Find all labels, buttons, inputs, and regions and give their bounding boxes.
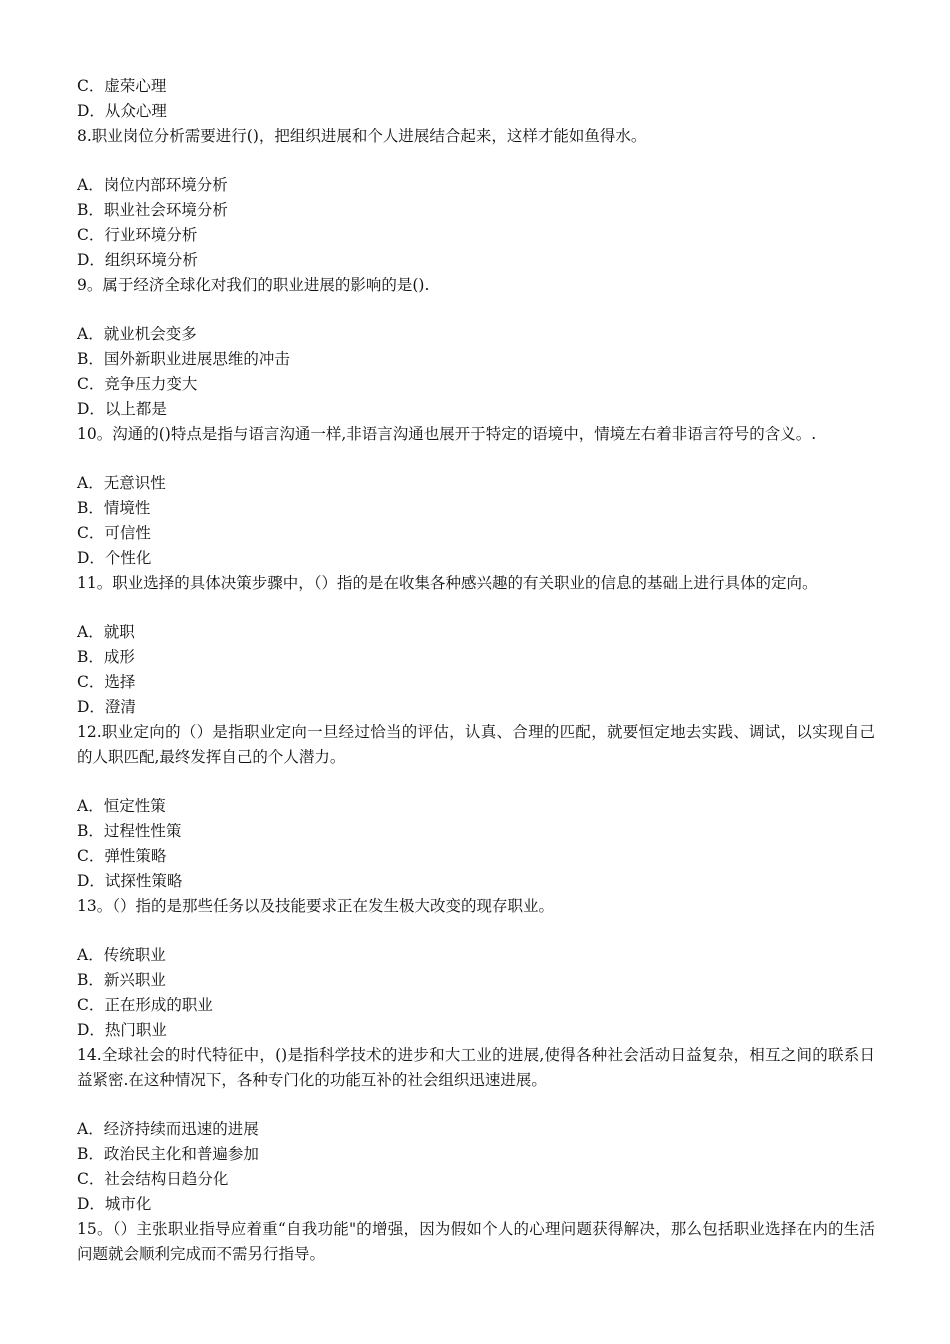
- question-14-option-b: B．政治民主化和普遍参加: [77, 1145, 259, 1163]
- question-12-option-b: B．过程性性策: [77, 822, 182, 840]
- question-13-stem: 13。（）指的是那些任务以及技能要求正在发生极大改变的现存职业。: [77, 897, 554, 915]
- question-14-option-a: A．经济持续而迅速的进展: [77, 1120, 259, 1138]
- question-14: [77, 1043, 875, 1217]
- question-10: [77, 422, 875, 571]
- question-14-option-c: C．社会结构日趋分化: [77, 1170, 229, 1188]
- question-12-option-d: D．试探性策略: [77, 872, 183, 890]
- question-11-option-c: C．选择: [77, 673, 136, 691]
- question-12-stem: 12.职业定向的（）是指职业定向一旦经过恰当的评估，认真、合理的匹配，就要恒定地去实践、调试，以实现自己的人职匹配,最终发挥自己的个人潜力。: [77, 723, 875, 766]
- question-10-option-b: B．情境性: [77, 499, 151, 517]
- question-14-option-d: D．城市化: [77, 1195, 152, 1213]
- question-11-option-d: D．澄清: [77, 698, 136, 716]
- question-9-option-b: B．国外新职业进展思维的冲击: [77, 350, 290, 368]
- question-13-option-b: B．新兴职业: [77, 971, 166, 989]
- question-9-option-c: C．竞争压力变大: [77, 375, 198, 393]
- question-13-option-a: A．传统职业: [77, 946, 166, 964]
- question-8: [77, 124, 875, 273]
- question-13-option-c: C．正在形成的职业: [77, 996, 213, 1014]
- question-8-option-b: B．职业社会环境分析: [77, 201, 228, 219]
- question-8-option-c: C．行业环境分析: [77, 226, 198, 244]
- question-9-stem: 9。属于经济全球化对我们的职业进展的影响的是().: [77, 276, 430, 294]
- question-8-stem: 8.职业岗位分析需要进行()，把组织进展和个人进展结合起来，这样才能如鱼得水。: [77, 127, 647, 145]
- question-10-option-c: C．可信性: [77, 524, 151, 542]
- question-13: [77, 894, 875, 1043]
- question-11-stem: 11。职业选择的具体决策步骤中，（）指的是在收集各种感兴趣的有关职业的信息的基础上进行具体的定向。: [77, 574, 818, 592]
- option-7d: D．从众心理: [77, 102, 167, 120]
- question-12: [77, 720, 875, 894]
- question-12-option-a: A．恒定性策: [77, 797, 166, 815]
- question-10-stem: 10。沟通的()特点是指与语言沟通一样,非语言沟通也展开于特定的语境中，情境左右着非语言符号的含义。.: [77, 425, 817, 443]
- question-9: [77, 273, 875, 422]
- question-9-option-d: D．以上都是: [77, 400, 167, 418]
- option-7c: C．虚荣心理: [77, 77, 167, 95]
- question-11: [77, 571, 875, 720]
- question-10-option-a: A．无意识性: [77, 474, 166, 492]
- question-11-option-b: B．成形: [77, 648, 135, 666]
- question-8-option-a: A．岗位内部环境分析: [77, 176, 228, 194]
- question-15: [77, 1217, 875, 1267]
- question-14-stem: 14.全球社会的时代特征中，()是指科学技术的进步和大工业的进展,使得各种社会活动日益复杂，相互之间的联系日益紧密.在这种情况下，各种专门化的功能互补的社会组织迅速进展。: [77, 1046, 875, 1089]
- question-13-option-d: D．热门职业: [77, 1021, 167, 1039]
- question-15-stem: 15。（）主张职业指导应着重“自我功能"的增强，因为假如个人的心理问题获得解决，那么包括职业选择在内的生活问题就会顺利完成而不需另行指导。: [77, 1220, 875, 1263]
- question-11-option-a: A．就职: [77, 623, 135, 641]
- document-page: [77, 74, 875, 1291]
- question-10-option-d: D．个性化: [77, 549, 152, 567]
- question-8-option-d: D．组织环境分析: [77, 251, 198, 269]
- question-9-option-a: A．就业机会变多: [77, 325, 197, 343]
- question-12-option-c: C．弹性策略: [77, 847, 167, 865]
